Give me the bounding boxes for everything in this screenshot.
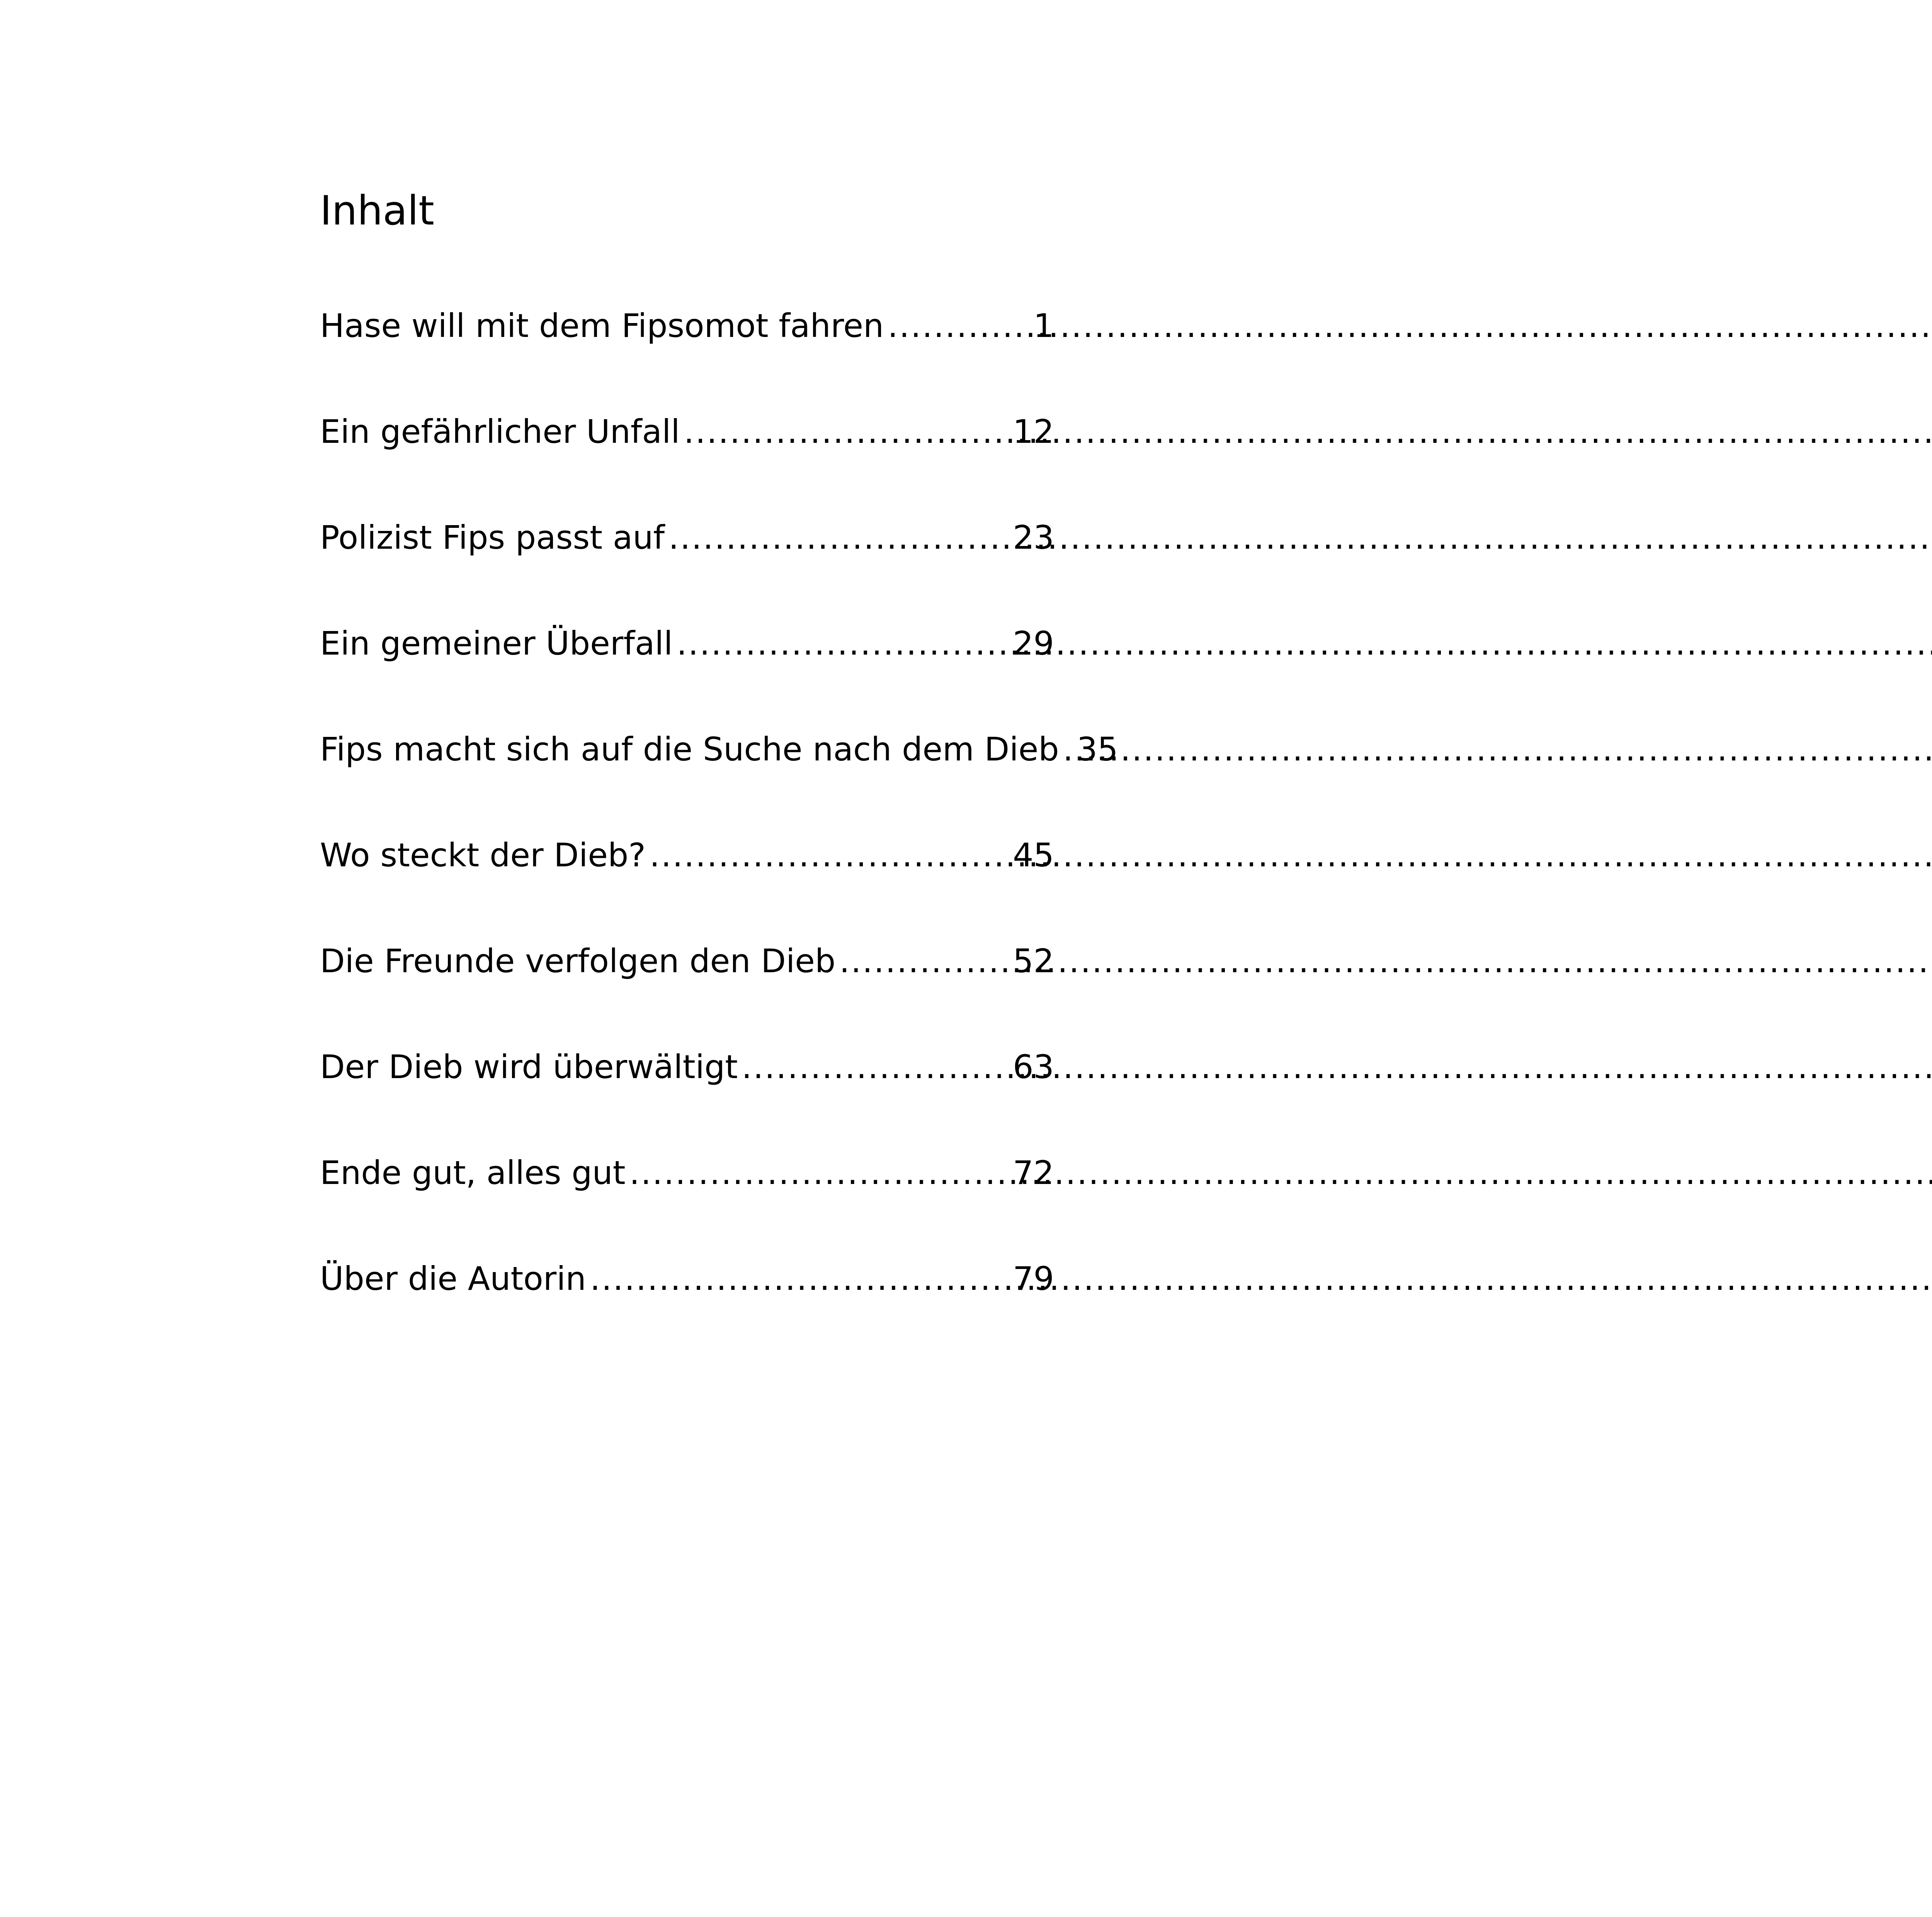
toc-entry-title: Fips macht sich auf die Suche nach dem Dieb bbox=[320, 730, 1059, 768]
toc-entry-title: Wo steckt der Dieb? bbox=[320, 836, 646, 874]
toc-entry-title: Die Freunde verfolgen den Dieb bbox=[320, 942, 836, 980]
toc-dot-leader bbox=[629, 1144, 1010, 1202]
toc-dot-leader bbox=[1063, 720, 1075, 778]
toc-dot-leader bbox=[742, 1038, 1010, 1096]
toc-heading: Inhalt bbox=[320, 187, 434, 234]
toc-entry-title: Hase will mit dem Fipsomot fahren bbox=[320, 307, 884, 345]
toc-entry-title: Ende gut, alles gut bbox=[320, 1154, 626, 1192]
toc-dot-leader bbox=[677, 614, 1010, 672]
toc-dot-leader bbox=[684, 403, 1010, 461]
toc-page-number: 63 bbox=[1013, 1048, 1054, 1086]
toc-entry-title: Ein gemeiner Überfall bbox=[320, 624, 673, 662]
toc-page-number: 23 bbox=[1013, 519, 1054, 556]
toc-page-number: 79 bbox=[1013, 1260, 1054, 1298]
toc-entry bbox=[320, 509, 1054, 614]
toc-entry-title: Der Dieb wird überwältigt bbox=[320, 1048, 738, 1086]
toc-entry bbox=[320, 297, 1054, 403]
toc-page-number: 52 bbox=[1013, 942, 1054, 980]
toc-page-number: 45 bbox=[1013, 836, 1054, 874]
toc-dot-leader bbox=[590, 1250, 1010, 1308]
toc-page-number: 12 bbox=[1013, 413, 1054, 451]
toc-dot-leader bbox=[888, 297, 1031, 355]
toc-dot-leader bbox=[668, 509, 1010, 566]
toc-entry bbox=[320, 1250, 1054, 1356]
toc-entry bbox=[320, 1038, 1054, 1144]
toc-entry bbox=[320, 403, 1054, 509]
toc-entry bbox=[320, 826, 1054, 932]
toc-entry bbox=[320, 720, 1118, 826]
toc-entry bbox=[320, 614, 1054, 720]
toc-page-number: 29 bbox=[1013, 624, 1054, 662]
toc-entry bbox=[320, 1144, 1054, 1250]
toc-page-number: 1 bbox=[1033, 307, 1054, 345]
toc-dot-leader bbox=[650, 826, 1010, 884]
toc-page-number: 35 bbox=[1077, 730, 1118, 768]
toc-entry-title: Über die Autorin bbox=[320, 1260, 586, 1298]
toc-entry-title: Ein gefährlicher Unfall bbox=[320, 413, 680, 451]
table-of-contents bbox=[320, 297, 1118, 1356]
toc-page-number: 72 bbox=[1013, 1154, 1054, 1192]
toc-dot-leader bbox=[839, 932, 1010, 990]
toc-entry-title: Polizist Fips passt auf bbox=[320, 519, 665, 556]
toc-entry bbox=[320, 932, 1054, 1038]
